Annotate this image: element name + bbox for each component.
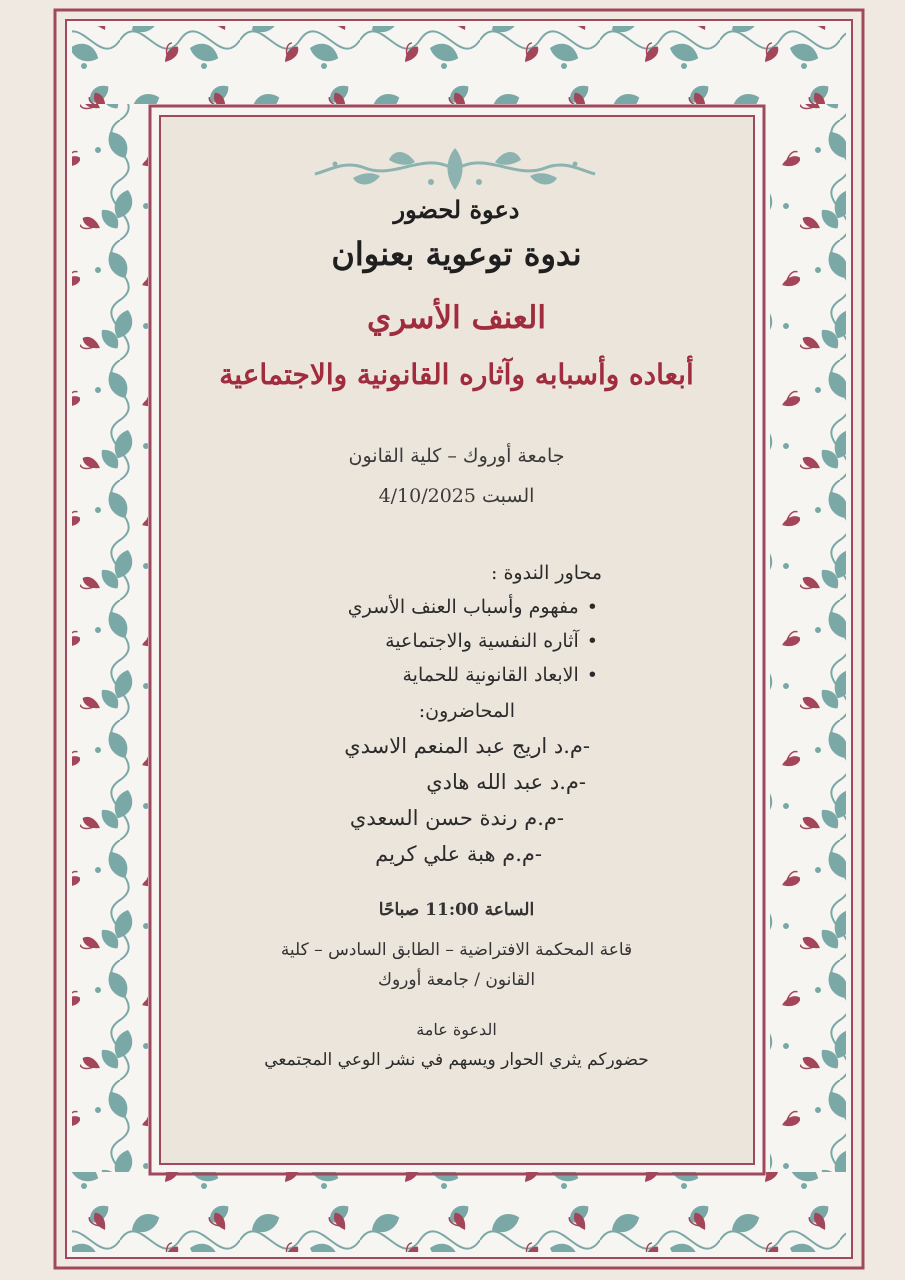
event-time: الساعة 11:00 صباحًا bbox=[378, 900, 535, 920]
seminar-line: ندوة توعوية بعنوان bbox=[331, 235, 582, 273]
lecturer-item: -م.د اريج عبد المنعم الاسدي bbox=[344, 734, 590, 758]
lecturer-item: -م.د عبد الله هادي bbox=[426, 770, 586, 794]
open-invite: الدعوة عامة bbox=[416, 1020, 497, 1039]
axis-item: • آثاره النفسية والاجتماعية bbox=[385, 630, 598, 652]
hall-line-2: القانون / جامعة أوروك bbox=[377, 970, 536, 990]
axes-heading: محاور الندوة : bbox=[491, 562, 602, 584]
title-sub: أبعاده وأسبابه وآثاره القانونية والاجتماعية bbox=[219, 358, 694, 391]
title-main: العنف الأسري bbox=[367, 300, 546, 336]
axis-item: • مفهوم وأسباب العنف الأسري bbox=[348, 596, 598, 618]
closing-line: حضوركم يثري الحوار ويسهم في نشر الوعي المجتمعي bbox=[264, 1050, 649, 1070]
venue: جامعة أوروك – كلية القانون bbox=[348, 445, 565, 467]
hall-line-1: قاعة المحكمة الافتراضية – الطابق السادس – كلية bbox=[280, 940, 633, 960]
axis-item: • الابعاد القانونية للحماية bbox=[403, 664, 599, 686]
invitation-panel bbox=[165, 120, 748, 1155]
lecturer-item: -م.م هبة علي كريم bbox=[375, 842, 542, 866]
event-date: السبت 4/10/2025 bbox=[378, 485, 535, 507]
top-floral-ornament bbox=[305, 140, 605, 200]
invite-line: دعوة لحضور bbox=[393, 195, 520, 224]
lecturers-heading: المحاضرون: bbox=[418, 700, 515, 722]
lecturer-item: -م.م رندة حسن السعدي bbox=[349, 806, 564, 830]
